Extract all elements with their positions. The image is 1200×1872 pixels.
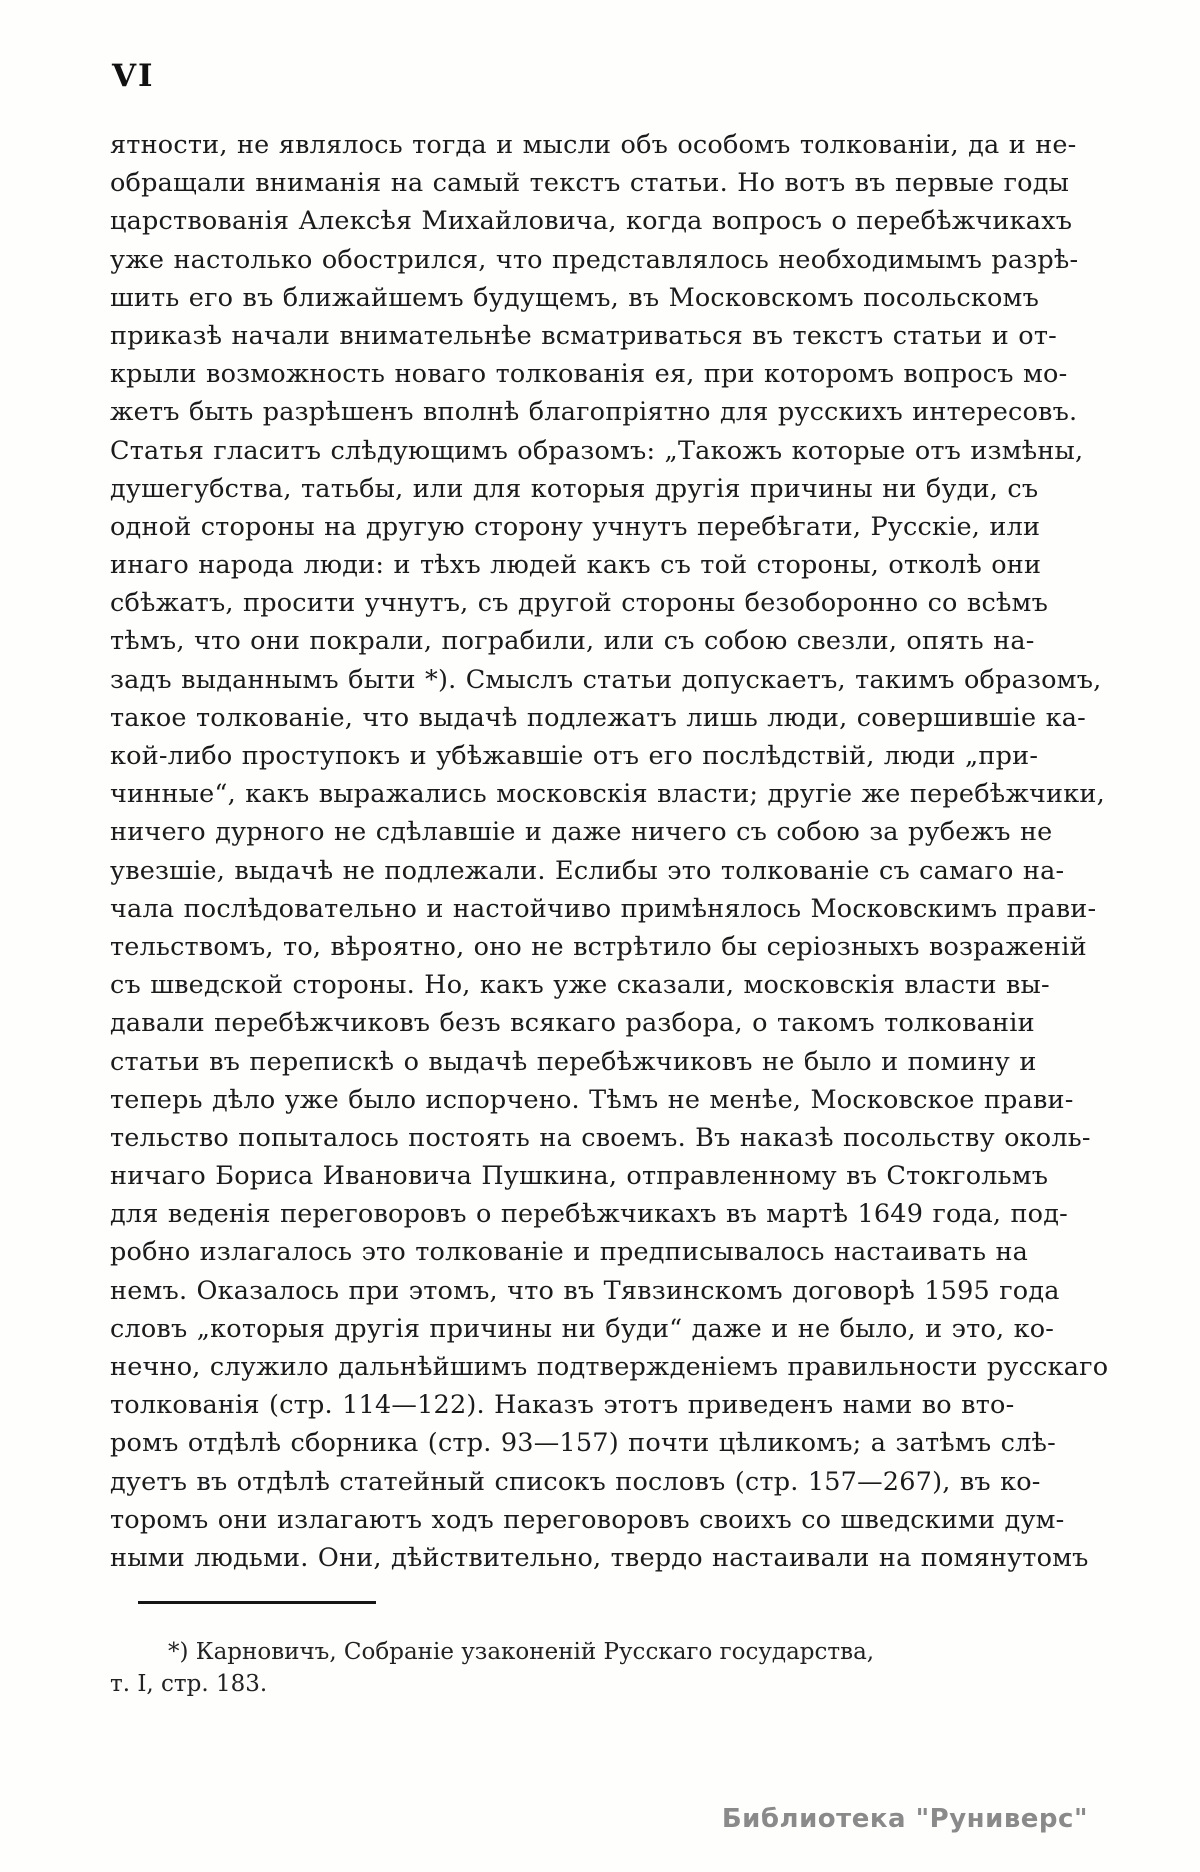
text-line: сбѣжатъ, просити учнутъ, съ другой стороны безоборонно со всѣмъ (110, 588, 1048, 619)
text-line: инаго народа люди: и тѣхъ людей какъ съ той стороны, отколѣ они (110, 550, 1042, 581)
text-line: шить его въ ближайшемъ будущемъ, въ Московскомъ посольскомъ (110, 282, 1039, 313)
text-line: Статья гласитъ слѣдующимъ образомъ: „Такожъ которые отъ измѣны, (110, 435, 1084, 466)
text-line: душегубства, татьбы, или для которыя другія причины ни буди, съ (110, 473, 1039, 504)
text-line: тѣмъ, что они покрали, пограбили, или съ собою свезли, опять на- (110, 626, 1035, 657)
text-line: задъ выданнымъ быти *). Смыслъ статьи допускаетъ, такимъ образомъ, (110, 664, 1102, 695)
text-line: торомъ они излагаютъ ходъ переговоровъ своихъ со шведскими дум- (110, 1504, 1065, 1535)
text-line: царствованія Алексѣя Михайловича, когда вопросъ о перебѣжчикахъ (110, 206, 1073, 237)
text-line: словъ „которыя другія причины ни буди“ даже и не было, и это, ко- (110, 1313, 1055, 1344)
text-line: робно излагалось это толкованіе и предписывалось настаивать на (110, 1237, 1029, 1268)
text-line: дуетъ въ отдѣлѣ статейный списокъ пословъ (стр. 157—267), въ ко- (110, 1466, 1041, 1497)
text-line: увезшіе, выдачѣ не подлежали. Еслибы это толкованіе съ самаго на- (110, 855, 1065, 886)
footnote: *) Карновичъ, Собраніе узаконеній Русскаго государства, т. I, стр. 183. (110, 1639, 875, 1697)
text-line: ными людьми. Они, дѣйствительно, твердо настаивали на помянутомъ (110, 1542, 1089, 1573)
text-line: обращали вниманія на самый текстъ статьи. Но вотъ въ первые годы (110, 168, 1070, 199)
text-line: немъ. Оказалось при этомъ, что въ Тявзинскомъ договорѣ 1595 года (110, 1275, 1060, 1306)
page-number: VI (112, 58, 155, 94)
text-line: чала послѣдовательно и настойчиво примѣнялось Московскимъ прави- (110, 893, 1097, 924)
text-line: ромъ отдѣлѣ сборника (стр. 93—157) почти цѣликомъ; а затѣмъ слѣ- (110, 1428, 1056, 1459)
text-line: нечно, служило дальнѣйшимъ подтвержденіемъ правильности русскаго (110, 1352, 1109, 1382)
text-line: уже настолько обострился, что представлялось необходимымъ разрѣ- (110, 244, 1079, 275)
text-line: крыли возможность новаго толкованія ея, при которомъ вопросъ мо- (110, 359, 1068, 390)
text-line: тельство попыталось постоять на своемъ. Въ наказѣ посольству околь- (110, 1122, 1091, 1153)
text-line: ничаго Бориса Ивановича Пушкина, отправленному въ Стокгольмъ (110, 1161, 1049, 1192)
text-line: ятности, не являлось тогда и мысли объ особомъ толкованіи, да и не- (110, 130, 1077, 160)
body-text (110, 126, 1109, 1577)
library-watermark: Библиотека "Руниверс" (721, 1804, 1088, 1834)
footnote-separator (138, 1601, 376, 1604)
text-line: теперь дѣло уже было испорчено. Тѣмъ не менѣе, Московское прави- (110, 1084, 1074, 1115)
text-line: для веденія переговоровъ о перебѣжчикахъ въ мартѣ 1649 года, под- (110, 1199, 1068, 1230)
text-line: тельствомъ, то, вѣроятно, оно не встрѣтило бы серіозныхъ возраженій (110, 931, 1087, 962)
text-line: жетъ быть разрѣшенъ вполнѣ благопріятно для русскихъ интересовъ. (110, 397, 1078, 428)
text-line: чинные“, какъ выражались московскія власти; другіе же перебѣжчики, (110, 779, 1105, 810)
text-line: съ шведской стороны. Но, какъ уже сказали, московскія власти вы- (110, 970, 1050, 1001)
text-line: давали перебѣжчиковъ безъ всякаго разбора, о такомъ толкованіи (110, 1008, 1035, 1039)
text-line: толкованія (стр. 114—122). Наказъ этотъ приведенъ нами во вто- (110, 1390, 1015, 1421)
text-line: статьи въ перепискѣ о выдачѣ перебѣжчиковъ не было и помину и (110, 1046, 1037, 1077)
text-line: такое толкованіе, что выдачѣ подлежатъ лишь люди, совершившіе ка- (110, 702, 1086, 733)
text-line: одной стороны на другую сторону учнутъ перебѣгати, Русскіе, или (110, 511, 1041, 542)
text-line: приказѣ начали внимательнѣе всматриваться въ текстъ статьи и от- (110, 320, 1057, 351)
text-line: ничего дурного не сдѣлавшіе и даже ничего съ собою за рубежъ не (110, 817, 1053, 848)
text-line: кой-либо проступокъ и убѣжавшіе отъ его послѣдствій, люди „при- (110, 741, 1039, 771)
